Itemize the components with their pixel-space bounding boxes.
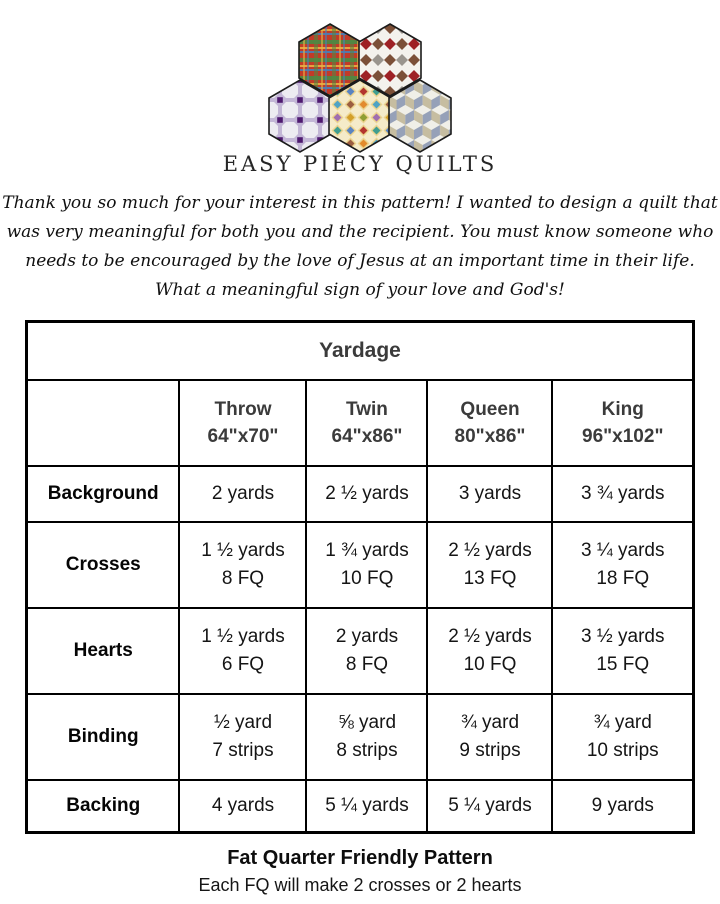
cell-line: 9 strips: [459, 740, 521, 761]
cell-line: 8 strips: [336, 740, 398, 761]
cell-line: 10 strips: [586, 740, 659, 761]
quilt-hexagons-logo-icon: [240, 20, 480, 154]
cell-line: 13 FQ: [463, 568, 517, 589]
table-title-row: [26, 322, 693, 381]
table-cell: [179, 694, 306, 780]
table-cell: [427, 608, 552, 694]
cell-line: 1 ¾ yards: [325, 540, 409, 561]
table-cell: [552, 522, 693, 608]
table-cell: [552, 466, 693, 522]
cell-line: 6 FQ: [221, 654, 265, 675]
column-size: 96"x102": [582, 426, 664, 447]
table-cell: [552, 694, 693, 780]
column-size: 64"x70": [207, 426, 279, 447]
cell-line: 3 ½ yards: [581, 626, 665, 647]
cell-line: 4 yards: [211, 795, 275, 816]
corner-cell: [26, 380, 179, 466]
footer-title: Fat Quarter Friendly Pattern: [227, 847, 493, 869]
table-cell: [306, 608, 427, 694]
cell-line: 2 yards: [335, 626, 399, 647]
table-cell: [306, 780, 427, 833]
row-label: Background: [26, 466, 179, 522]
column-size: 64"x86": [331, 426, 403, 447]
column-header-throw: [179, 380, 306, 466]
table-cell: [306, 466, 427, 522]
cell-line: ½ yard: [213, 712, 273, 733]
cell-line: 8 FQ: [345, 654, 389, 675]
cell-line: 10 FQ: [463, 654, 517, 675]
column-header-row: [26, 380, 693, 466]
table-row-hearts: [26, 608, 693, 694]
table-cell: [179, 466, 306, 522]
cell-line: 2 ½ yards: [448, 626, 532, 647]
table-cell: [179, 608, 306, 694]
column-header-king: [552, 380, 693, 466]
row-label: Hearts: [26, 608, 179, 694]
cell-line: 2 yards: [211, 483, 275, 504]
cell-line: 5 ¼ yards: [325, 795, 409, 816]
cell-line: 15 FQ: [596, 654, 650, 675]
column-size: 80"x86": [454, 426, 526, 447]
table-row-background: [26, 466, 693, 522]
table-cell: [306, 522, 427, 608]
table-cell: [427, 694, 552, 780]
cell-line: ⅝ yard: [337, 712, 397, 733]
table-cell: [179, 522, 306, 608]
footer-note: [0, 847, 720, 896]
intro-message: [0, 189, 720, 305]
cell-line: 5 ¼ yards: [448, 795, 532, 816]
intro-line: What a meaningful sign of your love and God's!: [155, 280, 565, 300]
cell-line: 8 FQ: [221, 568, 265, 589]
footer-subtitle: Each FQ will make 2 crosses or 2 hearts: [198, 875, 522, 895]
table-row-backing: [26, 780, 693, 833]
cell-line: 1 ½ yards: [201, 540, 285, 561]
column-name: Throw: [214, 399, 272, 420]
cell-line: 7 strips: [212, 740, 274, 761]
cell-line: 3 ¼ yards: [581, 540, 665, 561]
table-cell: [179, 780, 306, 833]
brand-name: EASY PIÉCY QUILTS: [222, 152, 498, 176]
intro-line: needs to be encouraged by the love of Jesus at an important time in their life.: [25, 251, 695, 271]
row-label: Binding: [26, 694, 179, 780]
row-label: Crosses: [26, 522, 179, 608]
table-title: Yardage: [26, 322, 693, 381]
intro-line: Thank you so much for your interest in this pattern! I wanted to design a quilt that: [2, 193, 718, 213]
column-header-queen: [427, 380, 552, 466]
cell-line: 18 FQ: [596, 568, 650, 589]
table-cell: [427, 780, 552, 833]
cell-line: 2 ½ yards: [325, 483, 409, 504]
column-name: King: [601, 399, 644, 420]
table-cell: [427, 522, 552, 608]
table-row-binding: [26, 694, 693, 780]
row-label: Backing: [26, 780, 179, 833]
table-cell: [427, 466, 552, 522]
column-name: Twin: [346, 399, 388, 420]
cell-line: ¾ yard: [460, 712, 520, 733]
cell-line: 3 yards: [458, 483, 522, 504]
column-name: Queen: [460, 399, 520, 420]
cell-line: 3 ¾ yards: [581, 483, 665, 504]
table-cell: [552, 608, 693, 694]
brand-logo: [0, 0, 720, 176]
cell-line: ¾ yard: [593, 712, 652, 733]
cell-line: 10 FQ: [340, 568, 394, 589]
yardage-table: [25, 320, 695, 834]
cell-line: 2 ½ yards: [448, 540, 532, 561]
column-header-twin: [306, 380, 427, 466]
table-row-crosses: [26, 522, 693, 608]
intro-line: was very meaningful for both you and the recipient. You must know someone who: [6, 222, 714, 242]
table-cell: [306, 694, 427, 780]
table-cell: [552, 780, 693, 833]
cell-line: 1 ½ yards: [201, 626, 285, 647]
cell-line: 9 yards: [591, 795, 654, 816]
